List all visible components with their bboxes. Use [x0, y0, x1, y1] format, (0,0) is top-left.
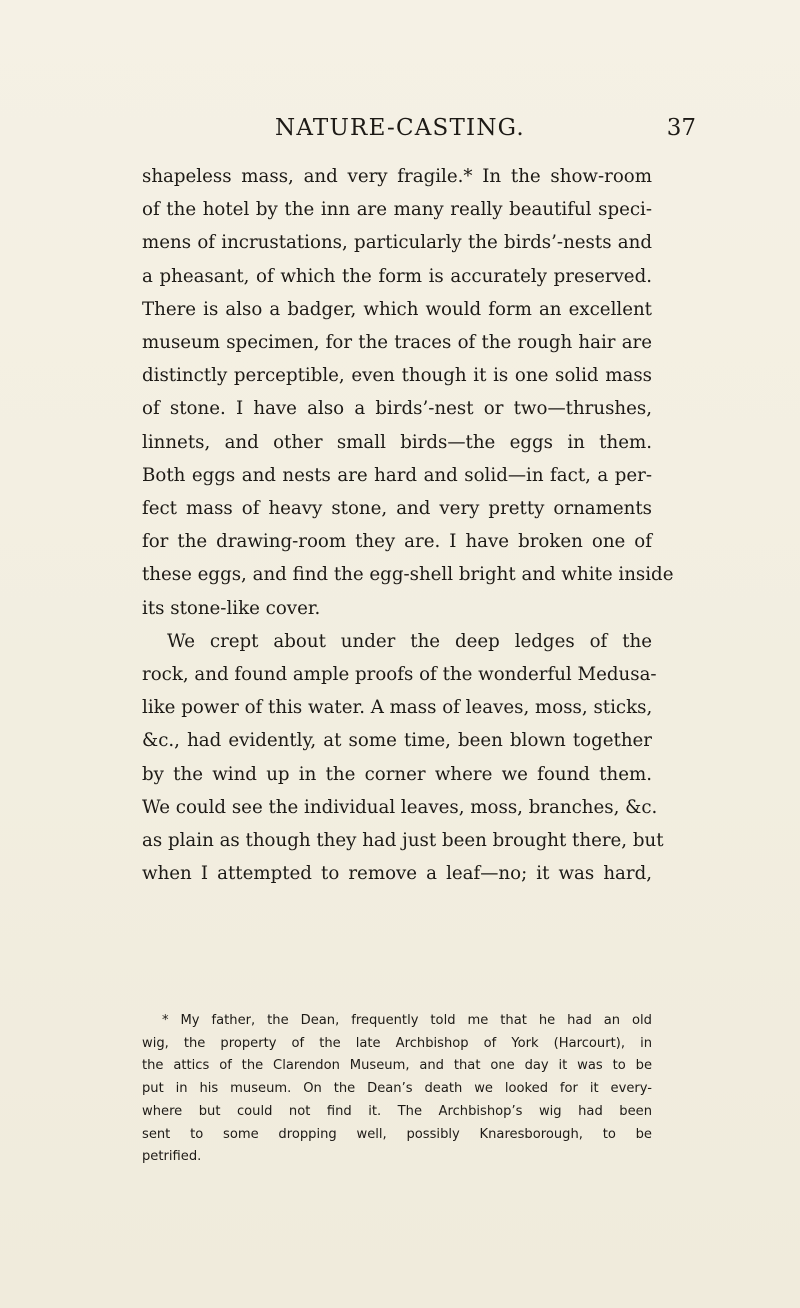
body-line: &c., had evidently, at some time, been blown together: [142, 730, 652, 752]
body-line: mens of incrustations, particularly the birds’-nests and: [142, 232, 652, 254]
body-line: linnets, and other small birds—the eggs in them.: [142, 431, 652, 453]
body-line: a pheasant, of which the form is accurately preserved.: [142, 265, 652, 287]
footnote-line: wig, the property of the late Archbishop of York (Harcourt), in: [142, 1035, 652, 1051]
footnote-line-last: petrified.: [142, 1149, 202, 1165]
footnote-line: put in his museum. On the Dean’s death we looked for it every-: [142, 1081, 652, 1097]
footnote-line: the attics of the Clarendon Museum, and that one day it was to be: [142, 1058, 652, 1074]
page-number: 37: [666, 115, 696, 141]
footnote-line: sent to some dropping well, possibly Knaresborough, to be: [142, 1126, 652, 1142]
body-line-paragraph-end: its stone-like cover.: [142, 597, 321, 619]
body-line: museum specimen, for the traces of the rough hair are: [142, 332, 652, 354]
body-line: by the wind up in the corner where we found them.: [142, 763, 652, 785]
body-line: like power of this water. A mass of leaves, moss, sticks,: [142, 697, 653, 719]
body-line: There is also a badger, which would form an excellent: [142, 298, 652, 320]
body-line-paragraph-start: We crept about under the deep ledges of the: [167, 630, 652, 652]
body-line: fect mass of heavy stone, and very pretty ornaments: [142, 498, 652, 520]
body-line: of stone. I have also a birds’-nest or two—thrushes,: [142, 398, 652, 420]
body-line: these eggs, and find the egg-shell bright and white inside: [142, 564, 674, 586]
body-line: shapeless mass, and very fragile.* In the show-room: [142, 166, 652, 187]
footnote-line: where but could not find it. The Archbishop’s wig had been: [142, 1103, 652, 1119]
body-line: distinctly perceptible, even though it is one solid mass: [142, 365, 652, 387]
running-head: [0, 110, 800, 146]
body-line: for the drawing-room they are. I have broken one of: [142, 531, 652, 553]
body-line: rock, and found ample proofs of the wonderful Medusa-: [142, 664, 657, 686]
body-line: when I attempted to remove a leaf—no; it was hard,: [142, 863, 652, 885]
main-body-text: [142, 160, 674, 890]
running-title: NATURE-CASTING.: [275, 115, 525, 141]
footnote: [142, 1010, 652, 1169]
footnote-line-first: * My father, the Dean, frequently told me that he had an old: [162, 1013, 652, 1028]
body-line: We could see the individual leaves, moss, branches, &c.: [142, 796, 658, 818]
body-line: as plain as though they had just been brought there, but: [142, 830, 664, 852]
body-line: Both eggs and nests are hard and solid—in fact, a per-: [142, 464, 652, 486]
body-line: of the hotel by the inn are many really beautiful speci-: [142, 199, 652, 221]
